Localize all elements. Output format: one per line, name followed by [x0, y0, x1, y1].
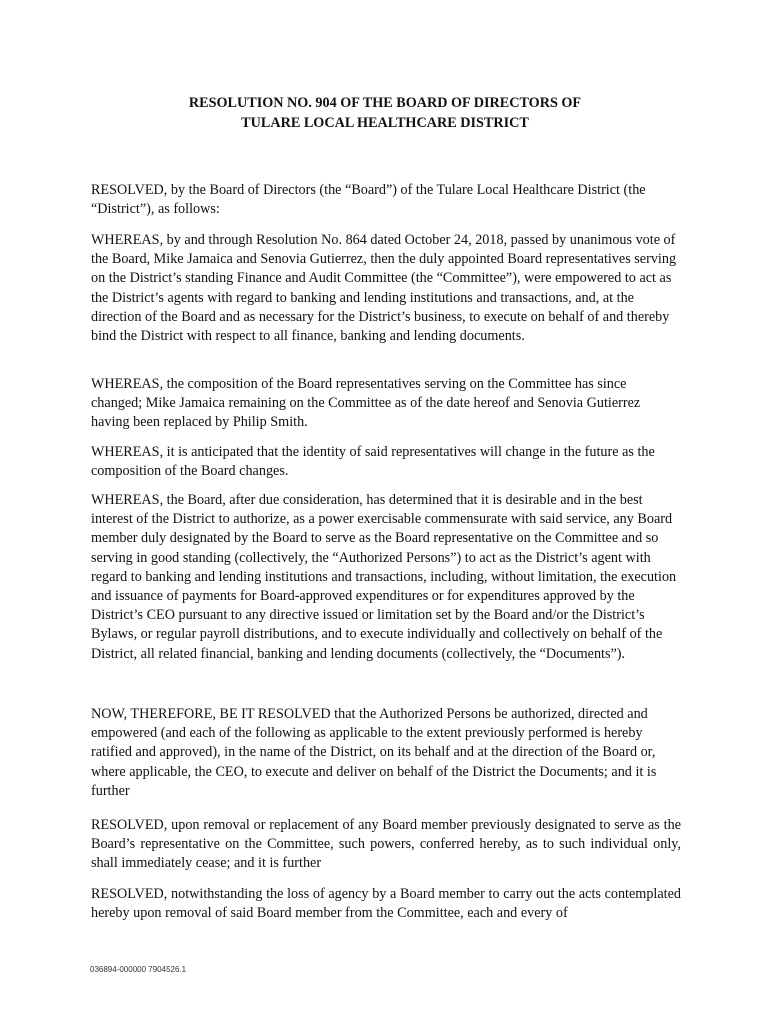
paragraph-whereas-composition-changed: WHEREAS, the composition of the Board representatives serving on the Committee has since changed; Mike Jamaica remaining on the Committee as of the date hereof and Senovia Gutierrez having been replaced by Philip Smith. — [91, 376, 641, 431]
paragraph-now-therefore: NOW, THEREFORE, BE IT RESOLVED that the Authorized Persons be authorized, directed and empowered (and each of the following as applicable to the extent previously performed is hereby ratified and approved), in the name of the District, on its behalf and at the direction of the Board or, where applicable, the CEO, to execute and deliver on behalf of the District the Documents; and it is further — [91, 706, 657, 799]
resolution-title-line-2: TULARE LOCAL HEALTHCARE DISTRICT — [241, 115, 529, 131]
paragraph-whereas-authorized-persons: WHEREAS, the Board, after due consideration, has determined that it is desirable and in the best interest of the District to authorize, as a power exercisable commensurate with said service, any Board member duly designated by the Board to serve as the Board representative on the Committee and so serving in good standing (collectively, the “Authorized Persons”) to act as the District’s agent with regard to banking and lending institutions and transactions, including, without limitation, the execution and issuance of payments for Board-approved expenditures or for expenditures approved by the District’s CEO pursuant to any directive issued or limitation set by the Board and/or the District’s Bylaws, or regular payroll distributions, and to execute individually and collectively on behalf of the District, all related financial, banking and lending documents (collectively, the “Documents”). — [91, 492, 677, 662]
paragraph-resolved-notwithstanding: RESOLVED, notwithstanding the loss of agency by a Board member to carry out the acts contemplated hereby upon removal of said Board member from the Committee, each and every of — [91, 886, 681, 922]
document-footer-id: 036894-000000 7904526.1 — [90, 965, 187, 974]
paragraph-resolved-removal: RESOLVED, upon removal or replacement of any Board member previously designated to serve as the Board’s representative on the Committee, such powers, conferred hereby, as to such individual only, shall immediately cease; and it is further — [91, 817, 681, 872]
paragraph-whereas-resolution-864: WHEREAS, by and through Resolution No. 864 dated October 24, 2018, passed by unanimous vote of the Board, Mike Jamaica and Senovia Gutierrez, then the duly appointed Board representatives serving on the District’s standing Finance and Audit Committee (the “Committee”), were empowered to act as the District’s agents with regard to banking and lending institutions and transactions, and, at the direction of the Board and as necessary for the District’s business, to execute on behalf of and thereby bind the District with respect to all finance, banking and lending documents. — [91, 232, 677, 345]
paragraph-resolved-intro: RESOLVED, by the Board of Directors (the “Board”) of the Tulare Local Healthcare District (the “District”), as follows: — [91, 182, 646, 218]
resolution-title-line-1: RESOLUTION NO. 904 OF THE BOARD OF DIRECTORS OF — [188, 95, 582, 111]
paragraph-whereas-future-change: WHEREAS, it is anticipated that the identity of said representatives will change in the future as the composition of the Board changes. — [91, 444, 655, 480]
